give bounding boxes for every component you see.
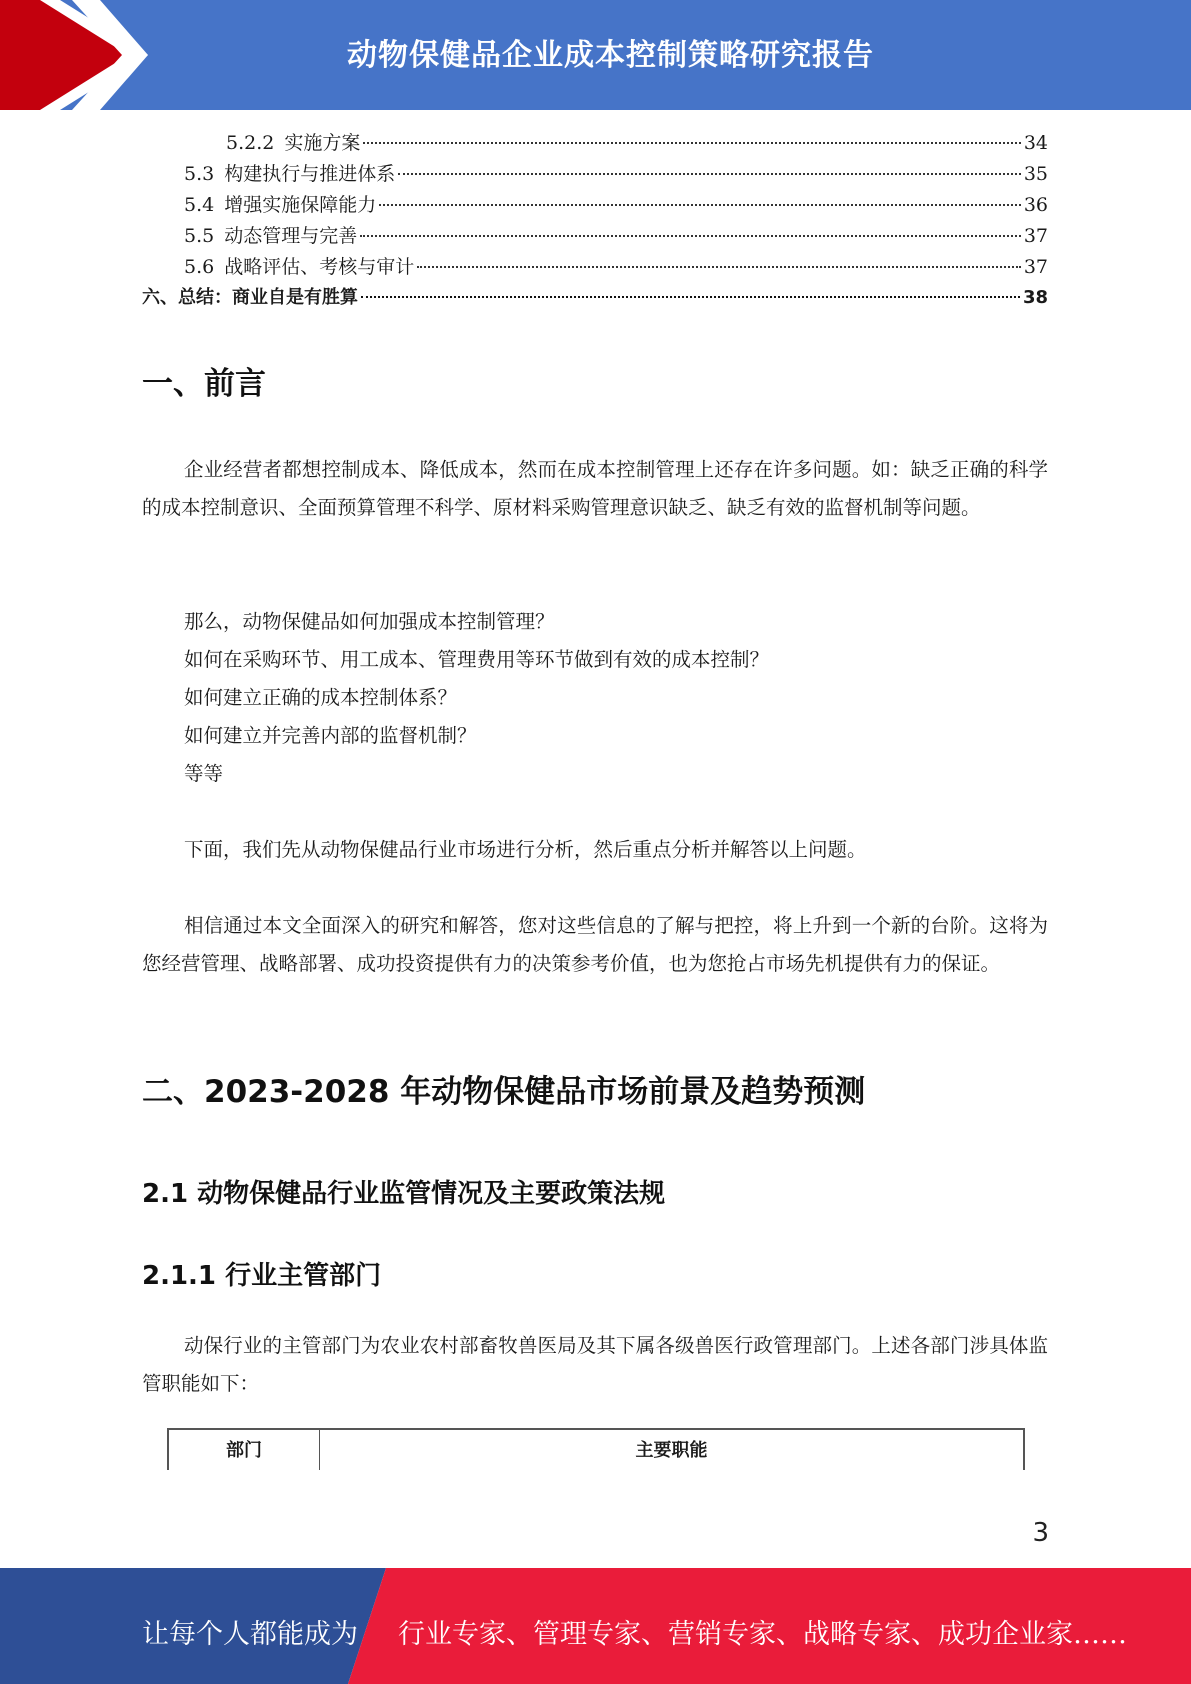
toc-leader [361,296,1020,298]
toc-entry[interactable] [142,252,1048,283]
toc-label: 实施方案 [284,132,361,154]
toc-page: 34 [1023,132,1048,154]
toc-label: 增强实施保障能力 [224,194,377,216]
subsection-heading: 2.1 动物保健品行业监管情况及主要政策法规 [142,1179,666,1209]
section-heading-market-outlook: 二、2023-2028 年动物保健品市场前景及趋势预测 [142,1074,866,1110]
toc-leader [379,204,1021,206]
toc-entry[interactable] [142,283,1048,314]
toc-entry[interactable] [142,159,1048,190]
toc-leader [417,266,1021,268]
question-item: 如何建立并完善内部的监督机制？ [184,724,477,747]
toc-page: 37 [1023,256,1048,278]
toc-label: 战略评估、考核与审计 [224,256,415,278]
footer-slogan-right: 行业专家、管理专家、营销专家、战略专家、成功企业家…… [398,1619,1127,1650]
body-paragraph: 下面，我们先从动物保健品行业市场进行分析，然后重点分析并解答以上问题。 [184,838,867,861]
page-number: 3 [1032,1518,1049,1548]
toc-page: 38 [1022,287,1048,308]
question-item: 如何建立正确的成本控制体系？ [184,686,458,709]
report-title: 动物保健品企业成本控制策略研究报告 [347,38,874,73]
table-of-contents [142,128,1048,314]
toc-number: 5.6 [184,256,215,278]
page-header [0,0,1191,110]
question-list [184,603,769,793]
toc-label: 构建执行与推进体系 [224,163,396,185]
footer-slogan-left: 让每个人都能成为 [142,1619,358,1650]
toc-leader [360,235,1021,237]
toc-number: 5.2.2 [226,132,275,154]
toc-number: 5.3 [184,163,215,185]
body-paragraph: 动保行业的主管部门为农业农村部畜牧兽医局及其下属各级兽医行政管理部门。上述各部门涉具体监管职能如下： [142,1334,1048,1395]
toc-leader [398,173,1021,175]
toc-entry[interactable] [142,221,1048,252]
question-item: 如何在采购环节、用工成本、管理费用等环节做到有效的成本控制？ [184,648,770,671]
toc-leader [363,142,1020,144]
question-item: 等等 [184,762,224,785]
toc-page: 36 [1023,194,1048,216]
responsibilities-table-header [167,1428,1025,1470]
question-item: 那么，动物保健品如何加强成本控制管理？ [184,610,555,633]
toc-label: 六、总结：商业自是有胜算 [142,287,358,308]
page-footer [0,1568,1191,1684]
section-heading-preface: 一、前言 [142,366,266,402]
table-header-department: 部门 [169,1430,320,1470]
subsubsection-heading: 2.1.1 行业主管部门 [142,1261,382,1291]
toc-number: 5.5 [184,225,215,247]
body-paragraph: 企业经营者都想控制成本、降低成本，然而在成本控制管理上还存在许多问题。如：缺乏正确的科学的成本控制意识、全面预算管理不科学、原材料采购管理意识缺乏、缺乏有效的监督机制等问题。 [142,458,1048,519]
toc-number: 5.4 [184,194,215,216]
toc-entry[interactable] [142,128,1048,159]
toc-page: 37 [1023,225,1048,247]
toc-label: 动态管理与完善 [224,225,358,247]
body-paragraph: 相信通过本文全面深入的研究和解答，您对这些信息的了解与把控，将上升到一个新的台阶。这将为您经营管理、战略部署、成功投资提供有力的决策参考价值，也为您抢占市场先机提供有力的保证。 [142,914,1048,975]
toc-page: 35 [1023,163,1048,185]
toc-entry[interactable] [142,190,1048,221]
table-header-functions: 主要职能 [635,1440,708,1461]
